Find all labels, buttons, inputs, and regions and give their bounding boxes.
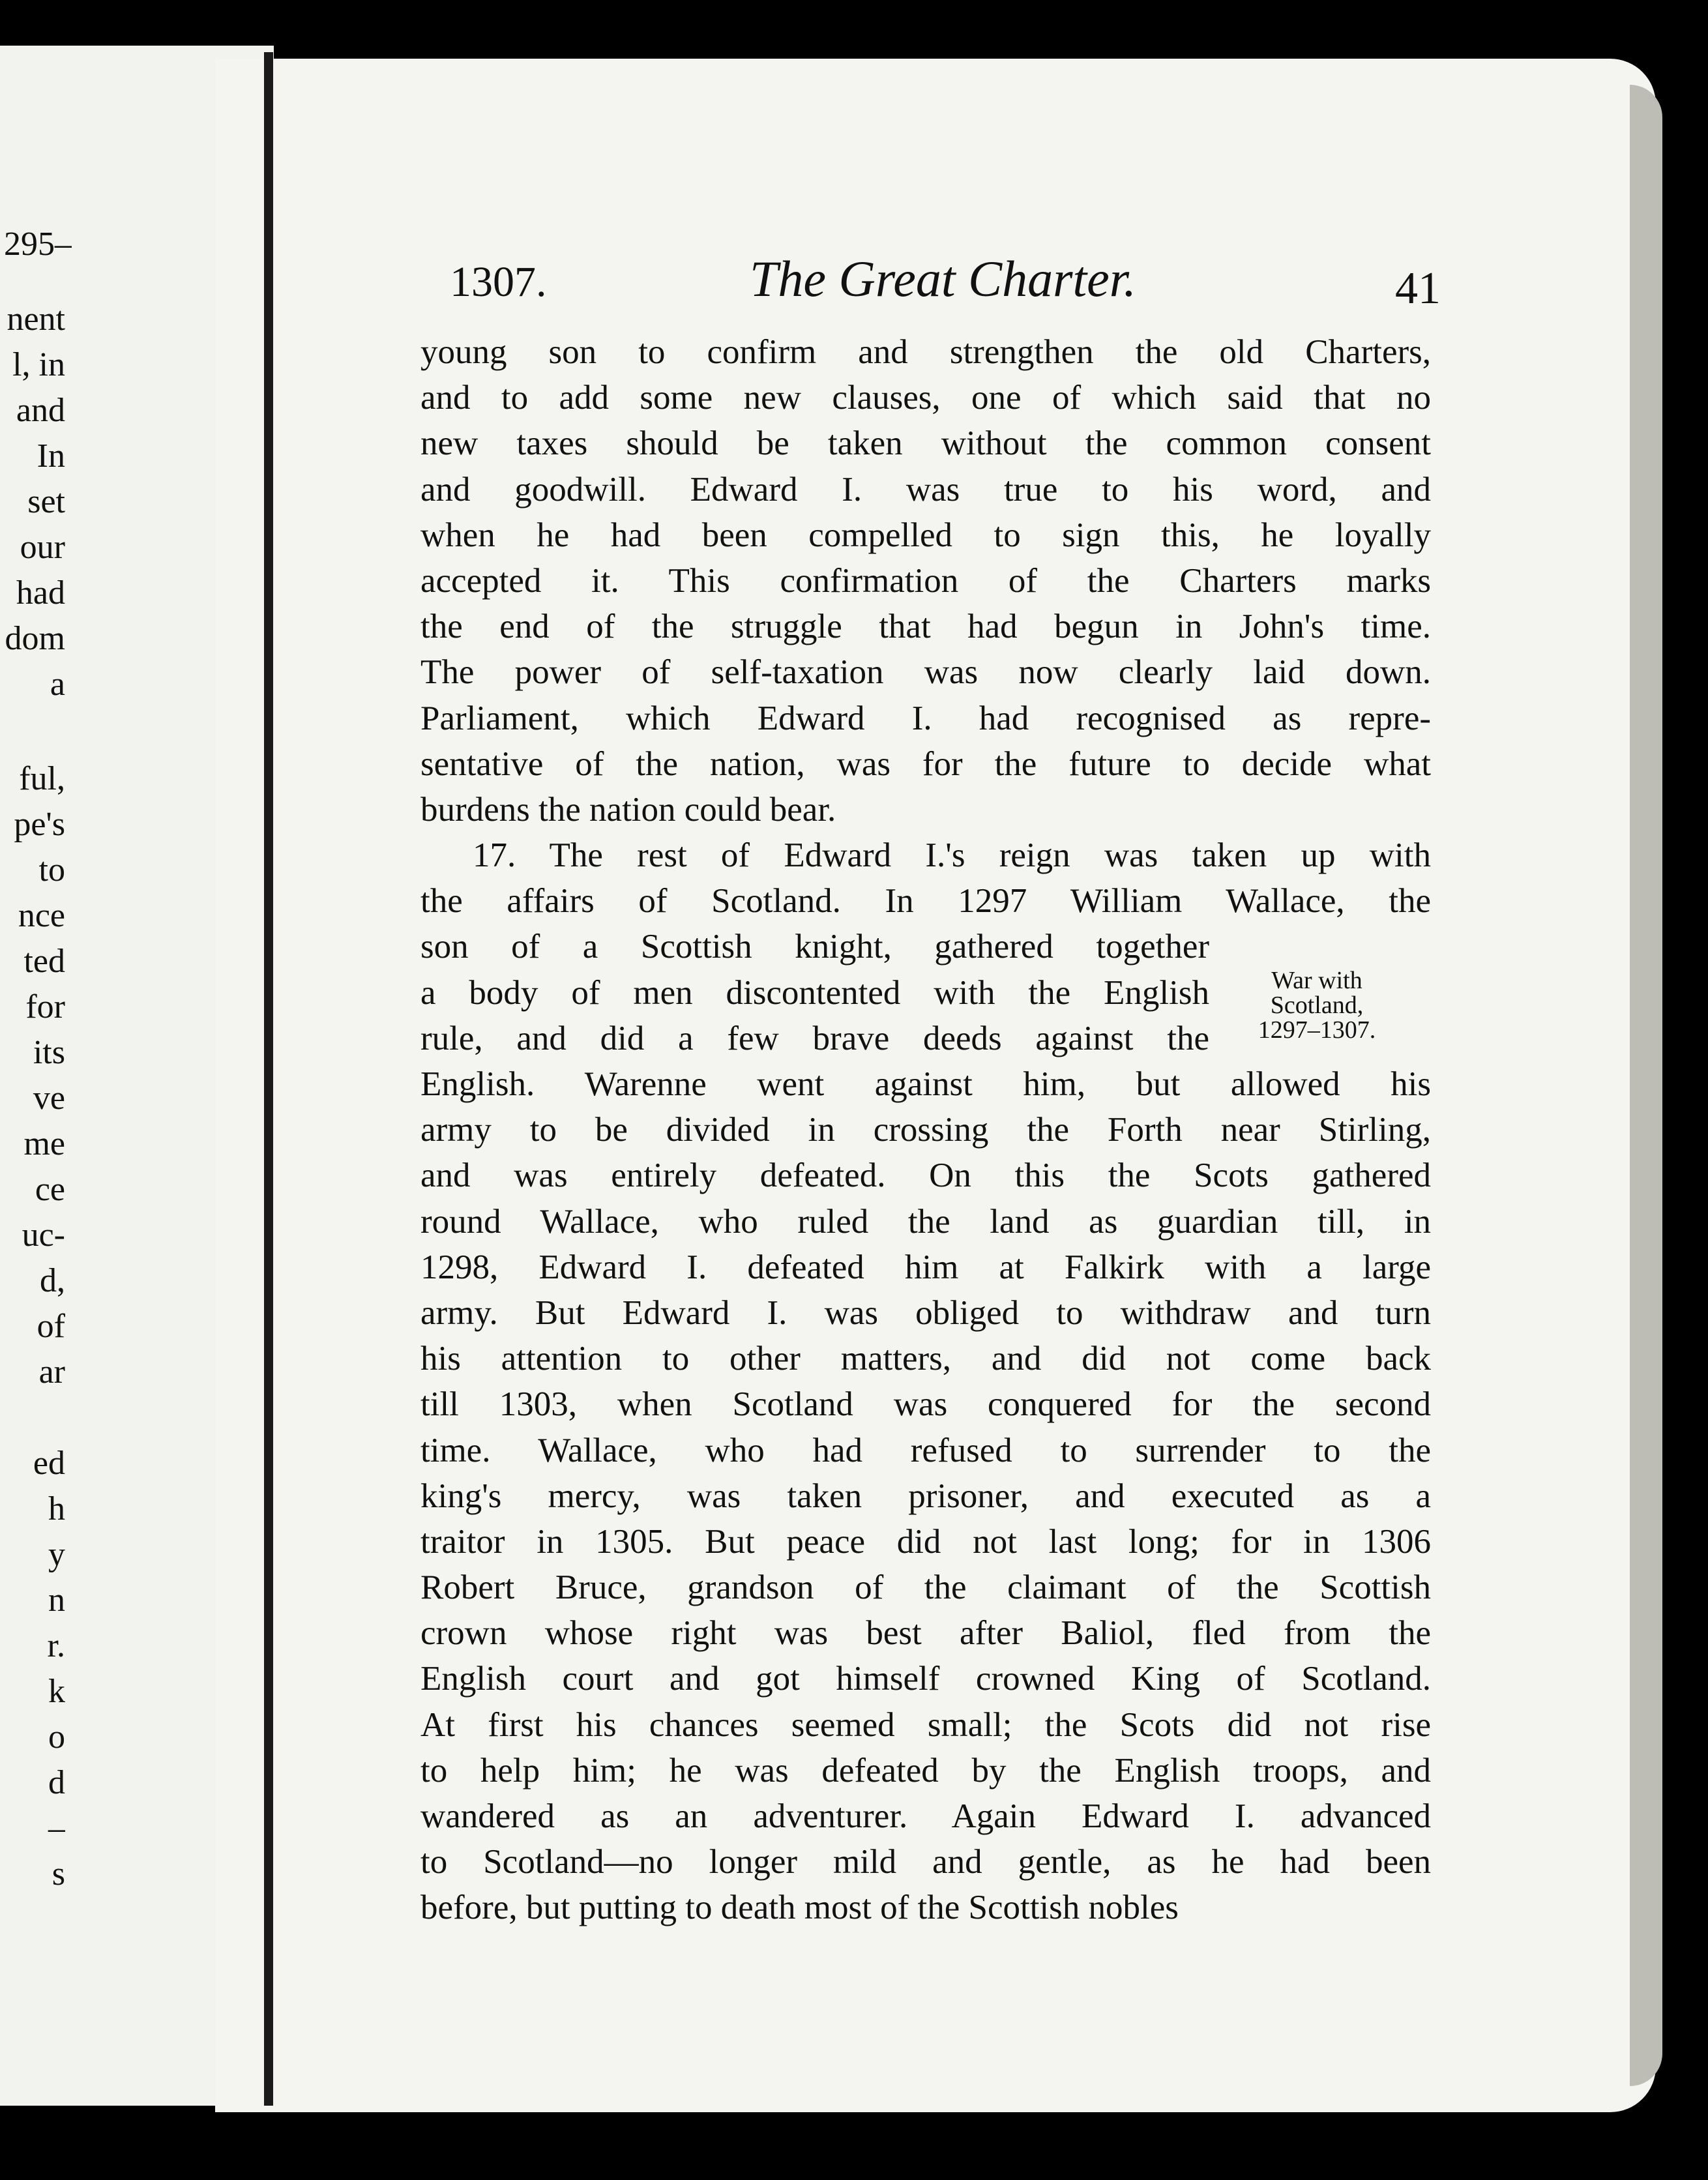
left-page-fragment: of <box>37 1308 65 1345</box>
text-line: English court and got himself crowned King of Scotland. <box>420 1660 1431 1698</box>
text-line: and to add some new clauses, one of which said that no <box>420 379 1431 417</box>
left-page-fragment: n <box>48 1582 65 1619</box>
page-body <box>420 329 1431 1931</box>
margin-note <box>1242 968 1392 1042</box>
text-line: army. But Edward I. was obliged to withdraw and turn <box>420 1293 1431 1332</box>
text-line: a body of men discontented with the English <box>420 973 1209 1012</box>
left-page-fragment: a <box>50 666 65 703</box>
left-page-fragment: our <box>20 529 65 566</box>
margin-note-line: 1297–1307. <box>1258 1016 1376 1044</box>
text-line: 1298, Edward I. defeated him at Falkirk with a large <box>420 1248 1431 1286</box>
text-line: traitor in 1305. But peace did not last long; for in 1306 <box>420 1522 1431 1561</box>
left-page-fragment: for <box>25 988 65 1025</box>
left-page-fragment: nent <box>7 301 65 338</box>
book-gutter <box>264 52 273 2106</box>
left-page-fragment: and <box>16 392 65 429</box>
text-line: army to be divided in crossing the Forth near Stirling, <box>420 1111 1431 1149</box>
left-page-fragment: pe's <box>14 806 65 843</box>
text-line: time. Wallace, who had refused to surrender to the <box>420 1431 1431 1469</box>
text-line: 17. The rest of Edward I.'s reign was taken up with <box>473 836 1431 875</box>
text-line: young son to confirm and strengthen the old Charters, <box>420 333 1431 371</box>
left-page-fragment: uc- <box>22 1216 65 1254</box>
text-line: king's mercy, was taken prisoner, and executed as a <box>420 1477 1431 1515</box>
left-page-fragment: l, in <box>12 346 65 383</box>
left-page-fragment: nce <box>18 897 65 934</box>
left-page-fragment: ful, <box>19 760 65 797</box>
text-line: when he had been compelled to sign this, he loyally <box>420 516 1431 554</box>
text-line: the affairs of Scotland. In 1297 William Wallace, the <box>420 882 1431 921</box>
margin-note-line: War with <box>1271 967 1362 994</box>
text-line: Robert Bruce, grandson of the claimant of the Scottish <box>420 1569 1431 1607</box>
left-page-fragment: s <box>52 1855 65 1893</box>
margin-note-line: Scotland, <box>1270 992 1364 1019</box>
text-line: the end of the struggle that had begun in John's time. <box>420 608 1431 646</box>
text-line: his attention to other matters, and did not come back <box>420 1340 1431 1378</box>
left-page-fragment: r. <box>47 1627 65 1664</box>
left-page-fragment: o <box>48 1718 65 1756</box>
left-page-fragment: had <box>16 574 65 611</box>
left-page-fragment: ed <box>33 1445 65 1482</box>
text-line: round Wallace, who ruled the land as guardian till, in <box>420 1202 1431 1241</box>
left-page-fragment: d, <box>40 1262 65 1299</box>
header-year: 1307. <box>450 258 547 306</box>
text-line: to help him; he was defeated by the English troops, and <box>420 1751 1431 1790</box>
text-line: son of a Scottish knight, gathered together <box>420 928 1209 966</box>
left-page-fragment: me <box>23 1125 65 1162</box>
page-edge <box>1630 85 1662 2086</box>
text-line: till 1303, when Scotland was conquered for the second <box>420 1385 1431 1424</box>
text-line: to Scotland—no longer mild and gentle, as he had been <box>420 1843 1431 1881</box>
left-page-fragment: h <box>48 1490 65 1527</box>
text-line: burdens the nation could bear. <box>420 790 836 829</box>
left-page-fragment: k <box>48 1673 65 1710</box>
left-page-fragment: ve <box>33 1080 65 1117</box>
left-page-fragment: y <box>48 1536 65 1573</box>
left-page-fragment: to <box>38 851 65 889</box>
left-page-fragment: ted <box>23 943 65 980</box>
left-page-fragment: d <box>48 1764 65 1801</box>
left-page-fragment: ce <box>35 1171 65 1208</box>
text-line: The power of self-taxation was now clearly laid down. <box>420 653 1431 692</box>
text-line: new taxes should be taken without the common consent <box>420 424 1431 463</box>
left-page-fragment: 295– <box>4 226 72 263</box>
header-title: The Great Charter. <box>750 250 1136 307</box>
text-line: rule, and did a few brave deeds against the <box>420 1019 1209 1057</box>
left-page-fragment: – <box>48 1810 65 1847</box>
left-page-fragment: its <box>33 1034 65 1071</box>
text-line: At first his chances seemed small; the Scots did not rise <box>420 1705 1431 1744</box>
left-page-fragment: set <box>27 483 65 520</box>
page-number: 41 <box>1395 263 1441 314</box>
left-page-fragment: In <box>37 437 65 475</box>
text-line: English. Warenne went against him, but allowed his <box>420 1065 1431 1103</box>
text-line: accepted it. This confirmation of the Charters marks <box>420 561 1431 600</box>
text-line: wandered as an adventurer. Again Edward I. advanced <box>420 1797 1431 1835</box>
text-line: Parliament, which Edward I. had recognised as repre- <box>420 699 1431 737</box>
left-page-fragment: dom <box>5 620 65 657</box>
text-line: before, but putting to death most of the Scottish nobles <box>420 1889 1179 1927</box>
text-line: and goodwill. Edward I. was true to his word, and <box>420 470 1431 508</box>
text-line: sentative of the nation, was for the future to decide what <box>420 744 1431 783</box>
text-line: crown whose right was best after Baliol, fled from the <box>420 1614 1431 1653</box>
left-page-fragment: ar <box>38 1353 65 1391</box>
text-line: and was entirely defeated. On this the Scots gathered <box>420 1156 1431 1195</box>
running-header <box>450 250 1441 316</box>
